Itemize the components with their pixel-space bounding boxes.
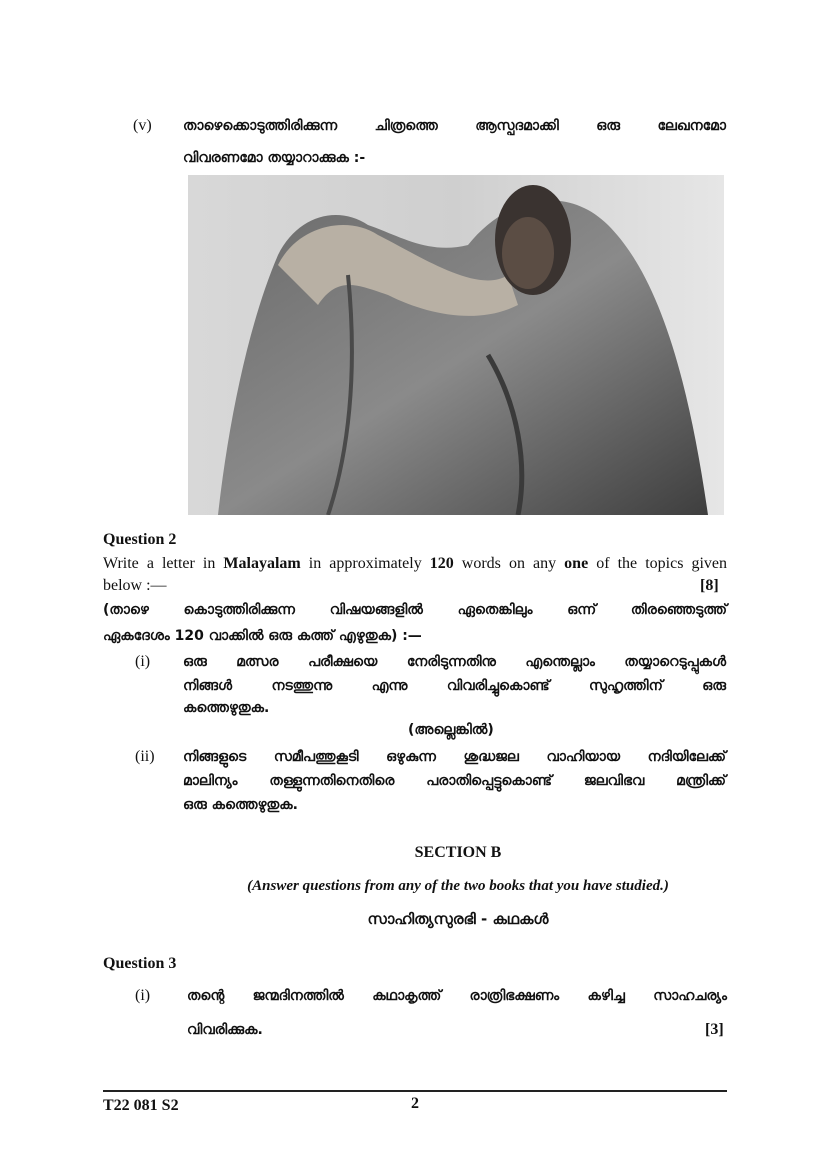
- marks: [3]: [705, 1021, 724, 1038]
- option-number: (ii): [135, 748, 155, 765]
- question-title: Question 2: [103, 531, 177, 548]
- question-text: വിവരണമോ തയ്യാറാക്കുക :-: [183, 150, 366, 166]
- section-title: SECTION B: [414, 844, 502, 861]
- instruction-malayalam: ഏകദേശം 120 വാക്കിൽ ഒരു കത്ത് എഴുതുക) :—: [103, 628, 422, 644]
- question-text: തന്റെ ജന്മദിനത്തിൽ കഥാകൃത്ത് രാത്രിഭക്ഷണം കഴിച്ച സാഹചര്യം: [187, 988, 727, 1004]
- instruction-text: below :—: [103, 577, 167, 594]
- option-text: ഒരു കത്തെഴുതുക.: [183, 797, 298, 813]
- option-text: നിങ്ങൾ നടത്തുന്നു എന്നു വിവരിച്ചുകൊണ്ട് സുഹൃത്തിന് ഒരു: [183, 678, 726, 694]
- footer-rule: [103, 1090, 727, 1092]
- option-text: കത്തെഴുതുക.: [183, 700, 270, 716]
- section-note: (Answer questions from any of the two books that you have studied.): [247, 878, 669, 894]
- question-number: (v): [133, 117, 152, 134]
- or-separator: (അല്ലെങ്കിൽ): [408, 722, 494, 738]
- option-number: (i): [135, 653, 151, 670]
- page-number: 2: [411, 1095, 419, 1112]
- photo-man-and-dog-in-blanket: [188, 175, 724, 515]
- marks: [8]: [700, 577, 719, 594]
- paper-code: T22 081 S2: [103, 1097, 179, 1114]
- option-text: നിങ്ങളുടെ സമീപത്തുകൂടി ഒഴുകുന്ന ശുദ്ധജല വാഹിയായ നദിയിലേക്ക്: [183, 749, 726, 765]
- instruction-text: Write a letter in Malayalam in approximately 120 words on any one of the topics given: [103, 555, 728, 572]
- instruction-malayalam: (താഴെ കൊടുത്തിരിക്കുന്ന വിഷയങ്ങളിൽ ഏതെങ്കിലും ഒന്ന് തിരഞ്ഞെടുത്ത്: [103, 602, 727, 618]
- question-number: (i): [135, 987, 151, 1004]
- option-text: ഒരു മത്സര പരീക്ഷയെ നേരിടുന്നതിനു എന്തെല്ലാം തയ്യാറെടുപ്പുകൾ: [183, 654, 726, 670]
- option-text: മാലിന്യം തള്ളുന്നതിനെതിരെ പരാതിപ്പെട്ടുകൊണ്ട് ജലവിഭവ മന്ത്രിക്ക്: [183, 773, 726, 789]
- question-title: Question 3: [103, 955, 177, 972]
- question-text: താഴെക്കൊടുത്തിരിക്കുന്ന ചിത്രത്തെ ആസ്പദമാക്കി ഒരു ലേഖനമോ: [183, 118, 726, 134]
- book-title: സാഹിത്യസുരഭി - കഥകൾ: [367, 910, 549, 928]
- question-text: വിവരിക്കുക.: [187, 1022, 263, 1038]
